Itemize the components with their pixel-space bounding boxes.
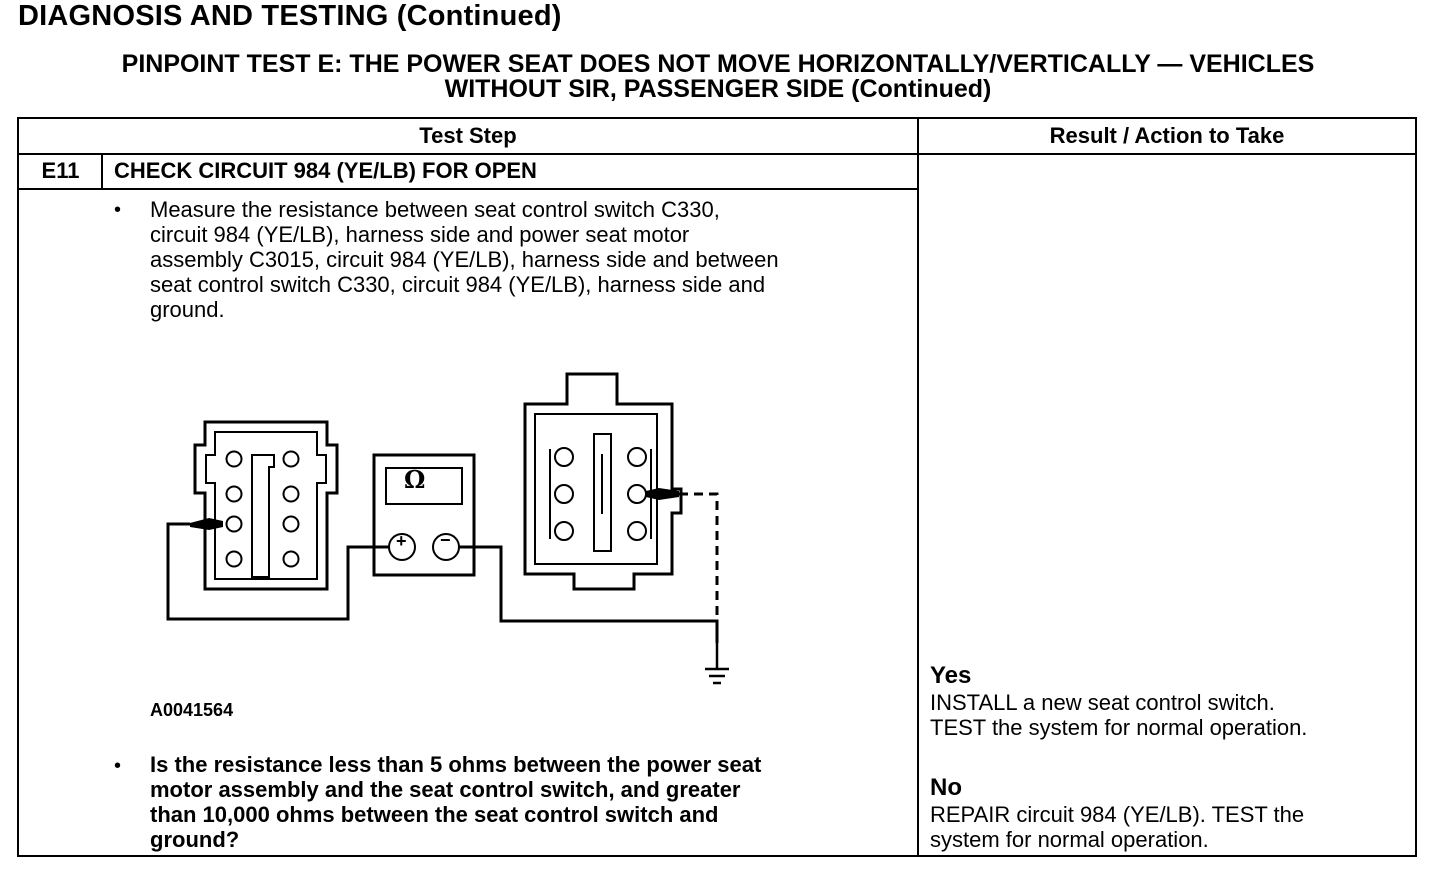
bullet: • [114, 199, 122, 221]
result-yes-label: Yes [930, 662, 972, 689]
red-lead-wire [459, 547, 717, 643]
result-no-label: No [930, 774, 962, 801]
column-divider [917, 119, 919, 855]
question-line: ground? [150, 827, 240, 852]
result-yes-action [930, 690, 1400, 740]
question-line: Is the resistance less than 5 ohms between the power seat [150, 752, 762, 777]
instruction-line: Measure the resistance between seat control switch C330, [150, 197, 720, 222]
instruction-line: circuit 984 (YE/LB), harness side and power seat motor [150, 222, 690, 247]
pinpoint-test-title-line-2: WITHOUT SIR, PASSENGER SIDE (Continued) [444, 75, 992, 103]
left-probe-icon [190, 518, 223, 530]
pinpoint-test-title-line-1: PINPOINT TEST E: THE POWER SEAT DOES NOT MOVE HORIZONTALLY/VERTICALLY — VEHICLES [121, 50, 1315, 78]
seat-motor-connector [525, 374, 681, 589]
figure-id: A0041564 [150, 700, 234, 720]
result-no-action [930, 802, 1400, 852]
result-yes-line: INSTALL a new seat control switch. [930, 690, 1275, 715]
header-test-step: Test Step [419, 123, 517, 148]
step-id: E11 [41, 158, 80, 183]
minus-terminal-label: − [440, 530, 451, 550]
test-step-table [17, 117, 1417, 857]
header-result-action: Result / Action to Take [1049, 123, 1285, 148]
result-no-line: system for normal operation. [930, 827, 1209, 852]
instruction-line: assembly C3015, circuit 984 (YE/LB), harness side and between [150, 247, 779, 272]
result-no-line: REPAIR circuit 984 (YE/LB). TEST the [930, 802, 1305, 827]
bullet: • [114, 755, 122, 777]
result-yes-line: TEST the system for normal operation. [930, 715, 1308, 740]
seat-switch-connector [195, 422, 337, 589]
step-title: CHECK CIRCUIT 984 (YE/LB) FOR OPEN [114, 158, 537, 183]
question-line: than 10,000 ohms between the seat control switch and [150, 802, 719, 827]
question-line: motor assembly and the seat control switch, and greater [150, 777, 741, 802]
black-lead-wire [168, 524, 389, 619]
ground-icon [705, 643, 729, 683]
instruction-line: seat control switch C330, circuit 984 (YE/LB), harness side and [150, 272, 766, 297]
plus-terminal-label: + [396, 531, 407, 551]
resistance-test-diagram [149, 369, 769, 699]
question-text [150, 752, 910, 852]
ohm-symbol: Ω [404, 465, 426, 494]
instruction-text [150, 197, 910, 322]
instruction-line: ground. [150, 297, 225, 322]
page-title: DIAGNOSIS AND TESTING (Continued) [18, 0, 562, 32]
pinpoint-test-title [18, 52, 1418, 102]
